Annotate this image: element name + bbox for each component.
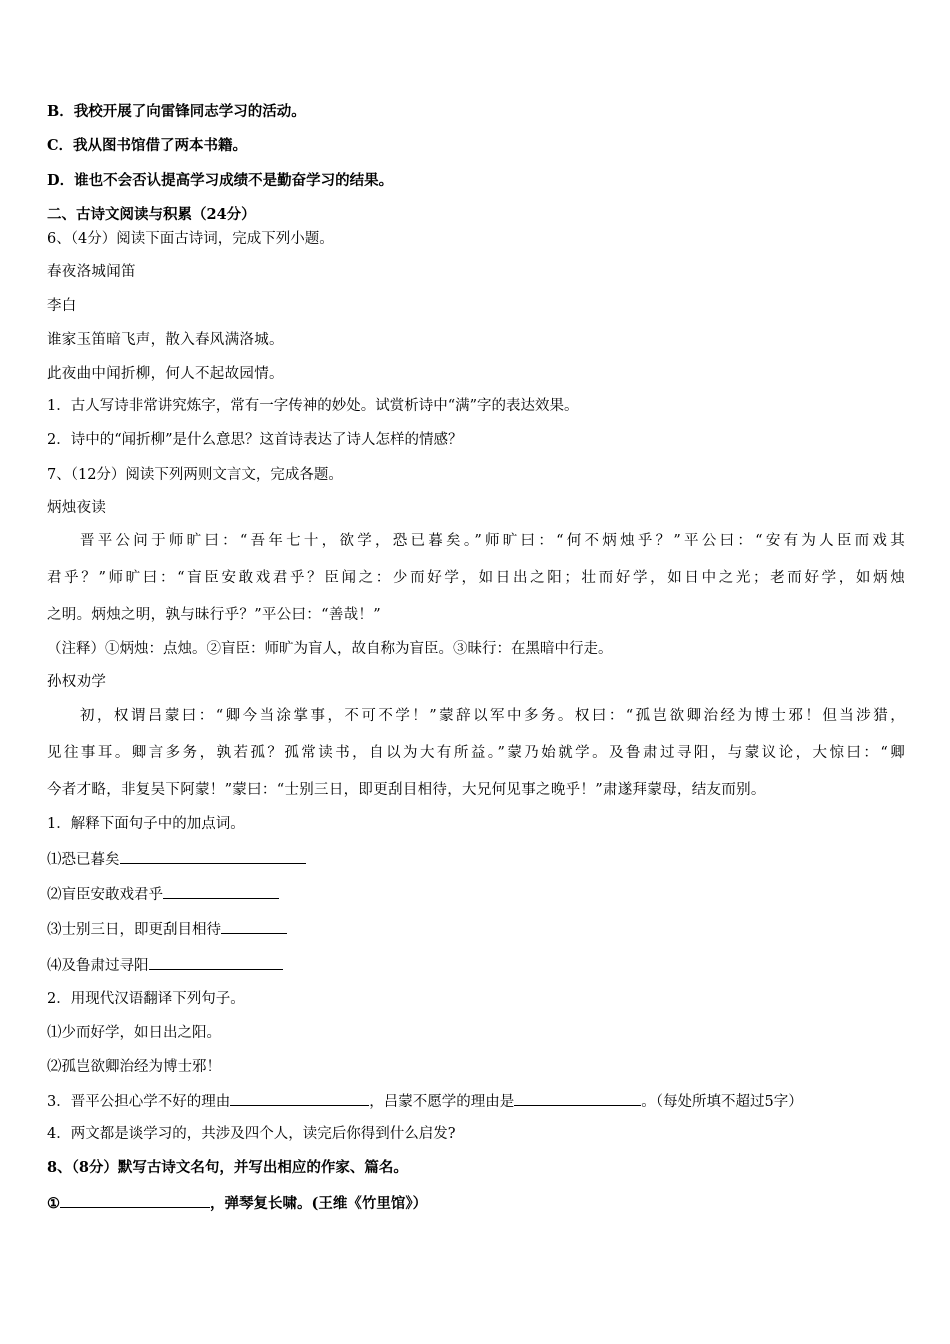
q7-sub-1c-text: ⑶士别三日，即更刮目相待: [47, 922, 221, 938]
option-d: D．谁也不会否认提高学习成绩不是勤奋学习的结果。: [47, 172, 394, 189]
q7-sub-2a: ⑴少而好学，如日出之阳。: [47, 1025, 221, 1041]
answer-blank[interactable]: [60, 1192, 210, 1208]
q7-sub-1b-text: ⑵盲臣安敢戏君乎: [47, 887, 163, 903]
text2-para-line-3: 今者才略，非复吴下阿蒙！”蒙曰：“士别三日，即更刮目相待，大兄何见事之晚乎！”肃遂拜蒙母，结友而别。: [47, 782, 766, 798]
q7-sub-1a: [47, 848, 905, 870]
q7-sub-2: 2．用现代汉语翻译下列句子。: [47, 991, 245, 1007]
q7-sub-3-post: 。（每处所填不超过5字）: [641, 1094, 803, 1110]
text1-para-line-1: 晋平公问于师旷曰：“吾年七十，欲学，恐已暮矣。”师旷曰：“何不炳烛乎？”平公曰：“安有为人臣而戏其: [80, 533, 905, 549]
q7-sub-3-pre: 3．晋平公担心学不好的理由: [47, 1094, 231, 1110]
q7-sub-1c: [47, 918, 905, 940]
answer-blank[interactable]: [120, 848, 306, 864]
text2-para-line-1: 初，权谓吕蒙曰：“卿今当涂掌事，不可不学！”蒙辞以军中多务。权曰：“孤岂欲卿治经为博士邪！但当涉猎，: [80, 708, 905, 724]
poem-line-1: 谁家玉笛暗飞声，散入春风满洛城。: [47, 332, 284, 348]
answer-blank[interactable]: [149, 954, 283, 970]
answer-blank[interactable]: [221, 918, 287, 934]
q7-sub-1b: [47, 883, 905, 905]
poem-line-2: 此夜曲中闻折柳，何人不起故园情。: [47, 366, 284, 382]
q6-sub-1: 1．古人写诗非常讲究炼字，常有一字传神的妙处。试赏析诗中“满”字的表达效果。: [47, 398, 579, 414]
text1-para-line-2: 君乎？”师旷曰：“盲臣安敢戏君乎？臣闻之：少而好学，如日出之阳；壮而好学，如日中之光；老而好学，如炳烛: [47, 570, 905, 586]
option-b: B．我校开展了向雷锋同志学习的活动。: [47, 103, 306, 120]
q7-sub-3-mid: ，吕蒙不愿学的理由是: [369, 1094, 515, 1110]
q7-sub-1d-text: ⑷及鲁肃过寻阳: [47, 958, 149, 974]
q8-item-1-num: ①: [47, 1195, 60, 1212]
q7-sub-3: [47, 1090, 905, 1112]
q8-item-1: [47, 1192, 905, 1214]
q8-stem: 8、（8分）默写古诗文名句，并写出相应的作家、篇名。: [47, 1159, 408, 1176]
q6-sub-2: 2．诗中的“闻折柳”是什么意思？这首诗表达了诗人怎样的情感？: [47, 432, 463, 448]
poem-title: 春夜洛城闻笛: [47, 264, 136, 280]
q7-sub-1a-text: ⑴恐已暮矣: [47, 852, 120, 868]
q8-item-1-text: ，弹琴复长啸。(王维《竹里馆》）: [210, 1195, 428, 1212]
section-title: 二、古诗文阅读与积累（24分）: [47, 206, 256, 223]
q7-sub-4: 4．两文都是谈学习的，共涉及四个人，读完后你得到什么启发?: [47, 1126, 456, 1142]
text1-para-line-3: 之明。炳烛之明，孰与昧行乎？”平公曰：“善哉！”: [47, 607, 381, 623]
text1-title: 炳烛夜读: [47, 500, 107, 516]
answer-blank[interactable]: [163, 883, 279, 899]
q7-sub-2b: ⑵孤岂欲卿治经为博士邪！: [47, 1059, 221, 1075]
q7-sub-1: 1．解释下面句子中的加点词。: [47, 816, 245, 832]
q7-stem: 7、（12分）阅读下列两则文言文，完成各题。: [47, 467, 343, 483]
option-c: C．我从图书馆借了两本书籍。: [47, 137, 248, 154]
q6-stem: 6、（4分）阅读下面古诗词，完成下列小题。: [47, 231, 334, 247]
text2-para-line-2: 见往事耳。卿言多务，孰若孤？孤常读书，自以为大有所益。”蒙乃始就学。及鲁肃过寻阳，与蒙议论，大惊曰：“卿: [47, 745, 905, 761]
answer-blank[interactable]: [230, 1090, 369, 1106]
answer-blank[interactable]: [514, 1090, 641, 1106]
q7-sub-1d: [47, 954, 905, 976]
text2-title: 孙权劝学: [47, 674, 107, 690]
text1-note: （注释）①炳烛：点烛。②盲臣：师旷为盲人，故自称为盲臣。③昧行：在黑暗中行走。: [47, 641, 613, 657]
poem-author: 李白: [47, 298, 77, 314]
